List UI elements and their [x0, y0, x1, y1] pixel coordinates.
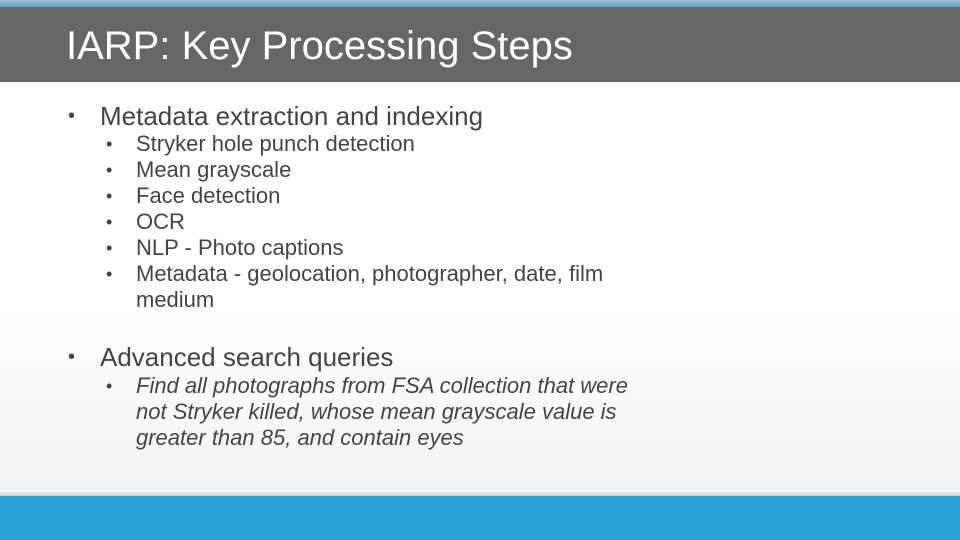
top-accent-stripe [0, 0, 960, 7]
list-item [106, 183, 281, 209]
list-item-text: Stryker hole punch detection [136, 131, 415, 156]
section-heading-metadata [68, 101, 484, 131]
section-heading-search [68, 342, 394, 372]
bullet-glyph: • [106, 264, 113, 284]
bullet-glyph: • [106, 376, 113, 396]
bullet-glyph: • [68, 346, 76, 368]
list-item-text: medium [136, 287, 215, 312]
list-item-continuation [136, 287, 214, 313]
section-heading-text: Advanced search queries [100, 342, 394, 372]
list-item [106, 157, 292, 183]
list-item-text: Face detection [136, 183, 281, 208]
query-text: greater than 85, and contain eyes [136, 425, 464, 450]
bullet-glyph: • [106, 186, 113, 206]
bullet-glyph: • [106, 238, 113, 258]
list-item-text: OCR [136, 209, 185, 234]
section-heading-text: Metadata extraction and indexing [100, 101, 484, 131]
list-item [106, 235, 344, 261]
bullet-glyph: • [106, 212, 113, 232]
bottom-accent-bar [0, 496, 960, 540]
list-item-text: Mean grayscale [136, 157, 292, 182]
query-example-line [136, 425, 464, 451]
bullet-glyph: • [68, 105, 76, 127]
list-item [106, 131, 415, 157]
query-example-line [136, 399, 617, 425]
list-item-text: Metadata - geolocation, photographer, date, film [136, 261, 604, 286]
list-item [106, 209, 185, 235]
list-item-text: NLP - Photo captions [136, 235, 344, 260]
bullet-glyph: • [106, 160, 113, 180]
title-bar [0, 7, 960, 82]
query-text: not Stryker killed, whose mean grayscale value is [136, 399, 617, 424]
list-item [106, 261, 604, 287]
slide-title: IARP: Key Processing Steps [66, 24, 573, 68]
query-example-line [106, 373, 628, 399]
bullet-glyph: • [106, 134, 113, 154]
query-text: Find all photographs from FSA collection that were [136, 373, 628, 398]
